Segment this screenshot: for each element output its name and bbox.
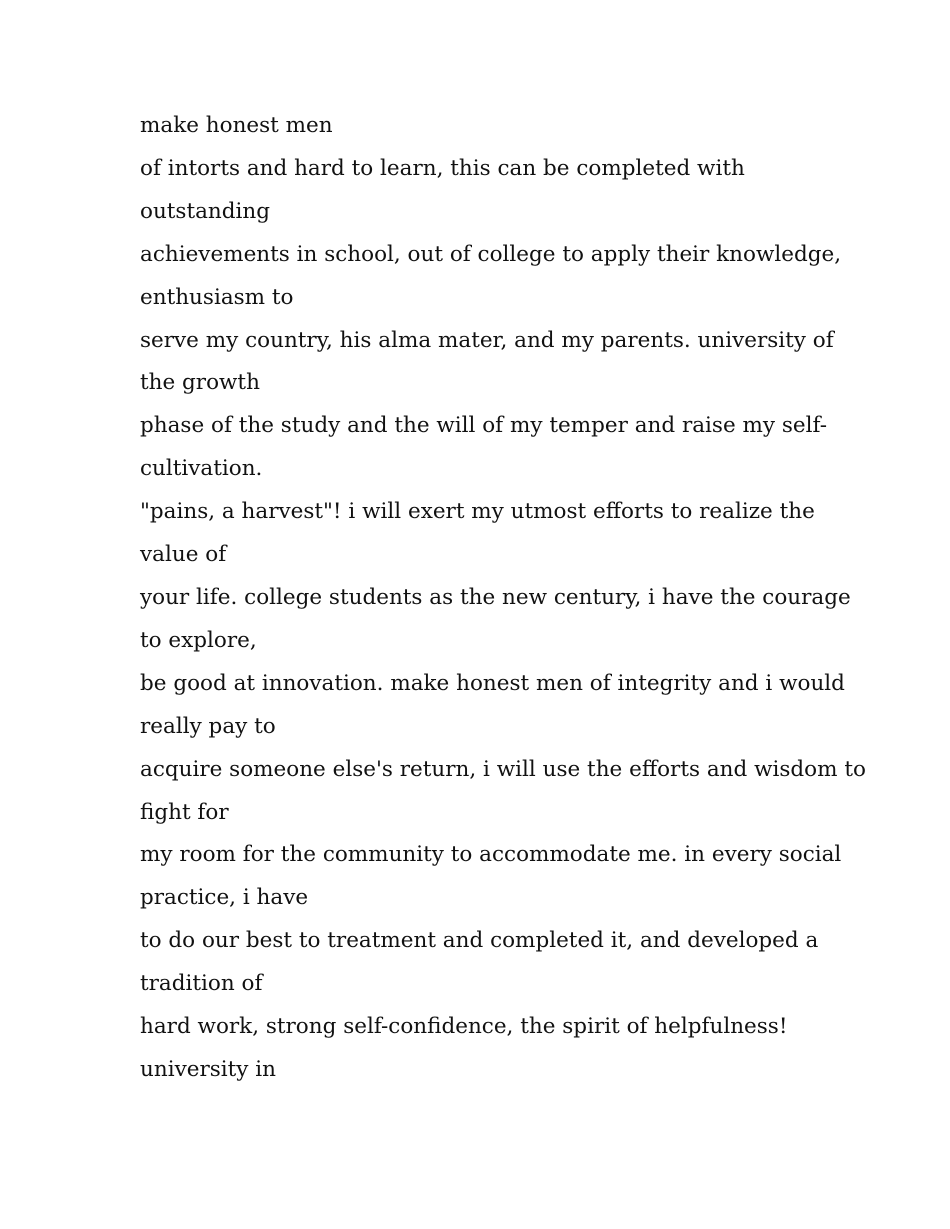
text-line: enthusiasm to [140,284,294,310]
text-line: your life. college students as the new century, i have the courage [140,584,851,610]
text-line: the growth [140,370,260,396]
text-line: achievements in school, out of college to apply their knowledge, [140,241,842,267]
text-line: tradition of [140,971,263,997]
text-line: really pay to [140,713,276,739]
text-line: cultivation. [140,456,263,482]
text-line: university in [140,1056,276,1082]
text-line: practice, i have [140,885,309,911]
text-line: outstanding [140,198,271,224]
text-line: be good at innovation. make honest men of integrity and i would [140,670,845,696]
text-line: serve my country, his alma mater, and my parents. university of [140,327,834,353]
body-text [140,105,866,1092]
text-line: of intorts and hard to learn, this can be completed with [140,155,745,181]
text-line: hard work, strong self-confidence, the spirit of helpfulness! [140,1014,788,1040]
text-line: to explore, [140,627,257,653]
text-line: "pains, a harvest"! i will exert my utmost efforts to realize the [140,499,815,525]
text-line: make honest men [140,113,333,138]
text-line: value of [140,542,227,568]
text-line: fight for [140,799,229,825]
text-line: acquire someone else's return, i will use the efforts and wisdom to [140,756,866,782]
text-line: my room for the community to accommodate me. in every social [140,842,842,868]
text-line: phase of the study and the will of my temper and raise my self- [140,413,827,439]
text-line: to do our best to treatment and completed it, and developed a [140,928,819,954]
